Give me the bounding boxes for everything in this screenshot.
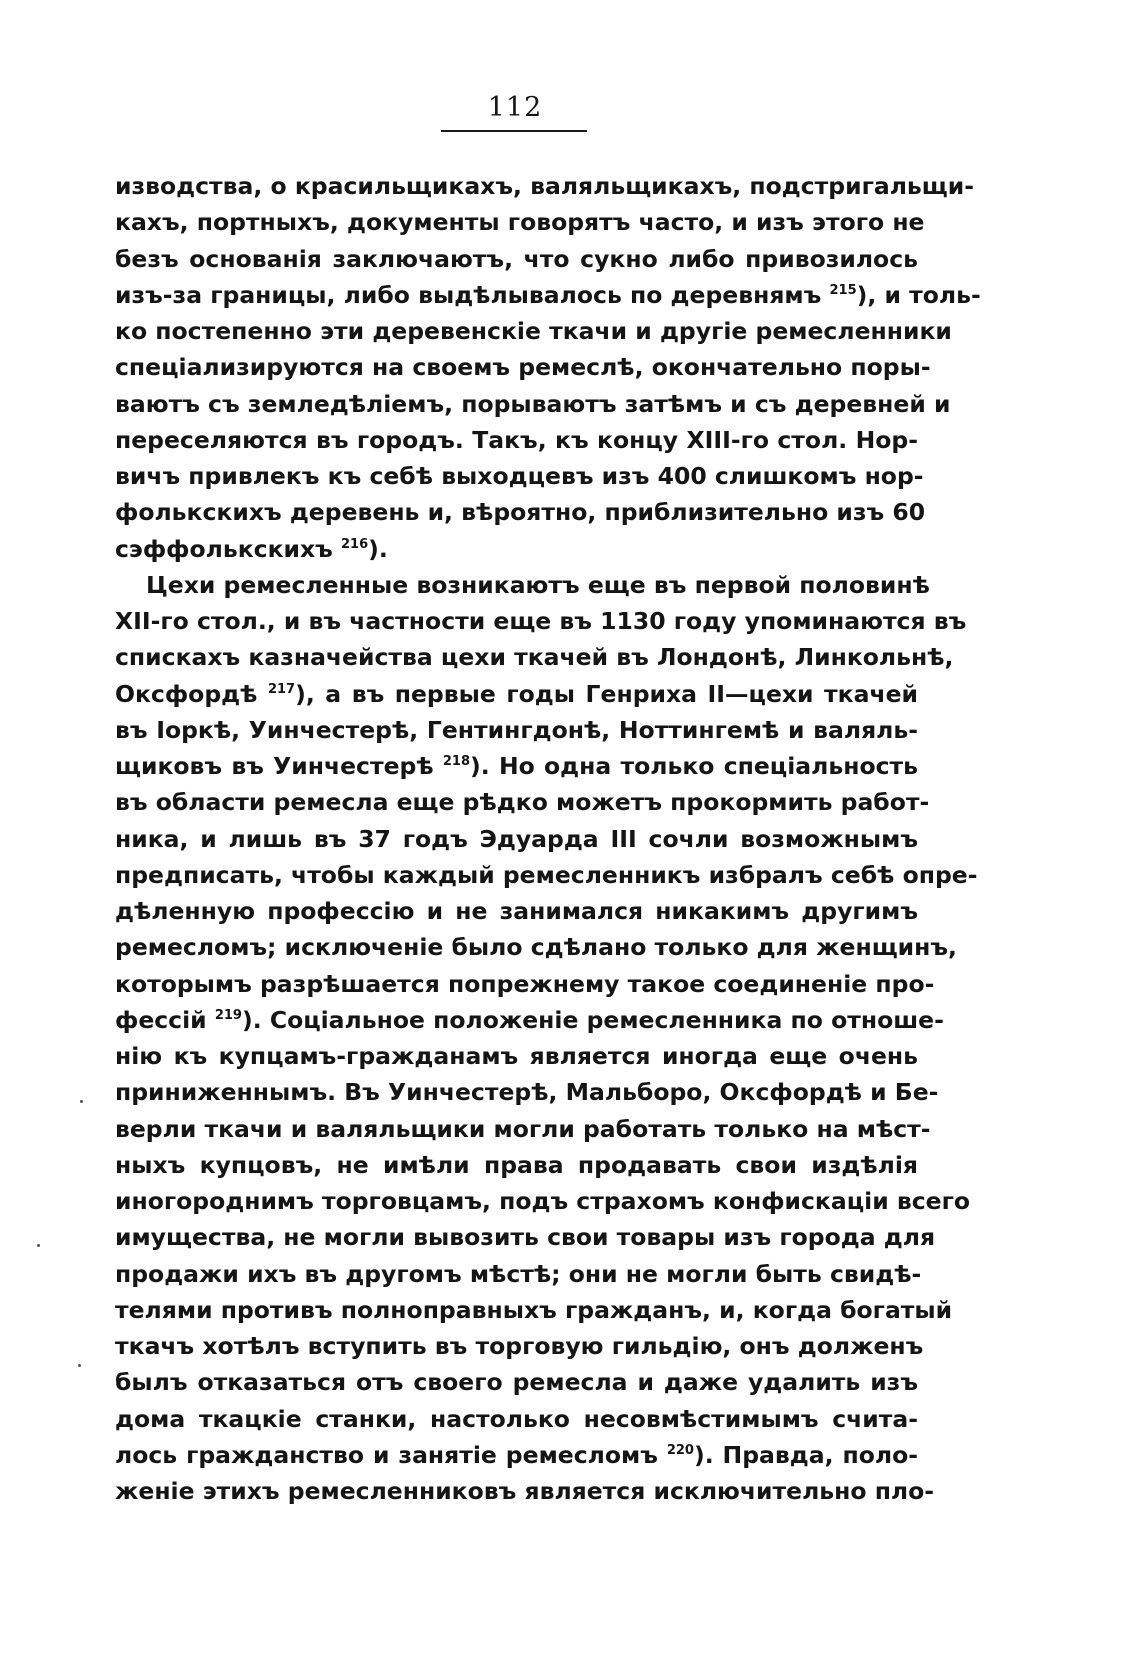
text-line: спеціализируются на своемъ ремеслѣ, окончательно поры- xyxy=(115,353,931,382)
text-line: изводства, о красильщикахъ, валяльщикахъ, подстригальщи- xyxy=(115,172,974,200)
text-line: сэффолькскихъ $^{216}$). xyxy=(115,534,388,563)
text-line: ныхъ купцовъ, не имѣли права продавать свои издѣлія xyxy=(115,1150,918,1179)
text-line: былъ отказаться отъ своего ремесла и даже удалить изъ xyxy=(115,1368,918,1397)
text-line: иногороднимъ торговцамъ, подъ страхомъ конфискаціи всего xyxy=(115,1187,971,1215)
footnote-ref: 215 xyxy=(829,282,857,298)
print-speck xyxy=(80,1100,83,1103)
print-speck xyxy=(37,1244,40,1247)
text-line: ваютъ съ земледѣліемъ, порываютъ затѣмъ и съ деревней и xyxy=(115,389,951,418)
text-line: женіе этихъ ремесленниковъ является исключительно пло- xyxy=(115,1477,935,1505)
paragraph-1 xyxy=(115,168,981,567)
text-line: ко постепенно эти деревенскіе ткачи и другіе ремесленники xyxy=(115,317,952,345)
text-line: фолькскихъ деревень и, вѣроятно, приблизительно изъ 60 xyxy=(115,498,926,527)
text-line: спискахъ казначейства цехи ткачей въ Лондонѣ, Линкольнѣ, xyxy=(115,643,954,672)
text-line: безъ основанія заключаютъ, что сукно либо привозилось xyxy=(115,244,918,273)
text-line: дѣленную профессію и не занимался никакимъ другимъ xyxy=(115,897,918,925)
text-line: нію къ купцамъ-гражданамъ является иногда еще очень xyxy=(115,1042,918,1070)
text-line: XII-го стол., и въ частности еще въ 1130 году упоминаются въ xyxy=(115,607,967,635)
text-line: Оксфордѣ $^{217}$), а въ первые годы Генриха II—цехи ткачей xyxy=(115,679,919,708)
text-line: въ области ремесла еще рѣдко можетъ прокормить работ- xyxy=(115,788,930,817)
header-rule xyxy=(441,130,587,132)
text-line: переселяются въ городъ. Такъ, къ концу XIII-го стол. Нор- xyxy=(115,425,918,454)
footnote-ref: 216 xyxy=(341,536,369,552)
footnote-ref: 220 xyxy=(666,1442,694,1458)
footnote-ref: 218 xyxy=(442,754,471,769)
text-line: предписать, чтобы каждый ремесленникъ избралъ себѣ опре- xyxy=(115,860,978,889)
text-line: дома ткацкіе станки, настолько несовмѣстимымъ счита- xyxy=(115,1404,918,1433)
page-number: 112 xyxy=(487,92,543,123)
text-line: которымъ разрѣшается попрежнему такое соединеніе про- xyxy=(115,969,935,998)
text-line: щиковъ въ Уинчестерѣ $^{218}$). Но одна только спеціальность xyxy=(115,752,919,780)
footnote-ref: 217 xyxy=(267,681,296,697)
text-line: вичъ привлекъ къ себѣ выходцевъ изъ 400 слишкомъ нор- xyxy=(115,462,924,490)
text-line: Цехи ремесленные возникаютъ еще въ первой половинѣ xyxy=(146,570,930,599)
print-speck xyxy=(78,1364,81,1367)
footnote-ref: 219 xyxy=(214,1007,242,1023)
text-line: продажи ихъ въ другомъ мѣстѣ; они не могли быть свидѣ- xyxy=(115,1259,922,1288)
text-line: лось гражданство и занятіе ремесломъ $^{220}$). Правда, поло- xyxy=(115,1440,918,1469)
text-line: ткачъ хотѣлъ вступить въ торговую гильдію, онъ долженъ xyxy=(115,1332,924,1360)
text-line: изъ-за границы, либо выдѣлывалось по деревнямъ $^{215}$), и толь- xyxy=(115,280,981,309)
text-line: верли ткачи и валяльщики могли работать только на мѣст- xyxy=(115,1114,931,1143)
text-line: ника, и лишь въ 37 годъ Эдуарда III сочли возможнымъ xyxy=(115,824,918,853)
text-line: ремесломъ; исключеніе было сдѣлано только для женщинъ, xyxy=(115,933,957,962)
text-line: кахъ, портныхъ, документы говорятъ часто, и изъ этого не xyxy=(115,208,925,237)
text-line: фессій $^{219}$). Соціальное положеніе ремесленника по отноше- xyxy=(115,1005,944,1034)
text-line: въ Іоркѣ, Уинчестерѣ, Гентингдонѣ, Ноттингемѣ и валяль- xyxy=(115,715,918,744)
body-text xyxy=(115,168,981,1509)
paragraph-2 xyxy=(115,567,978,1510)
text-line: приниженнымъ. Въ Уинчестерѣ, Мальборо, Оксфордѣ и Бе- xyxy=(115,1078,939,1107)
text-line: имущества, не могли вывозить свои товары изъ города для xyxy=(115,1223,936,1252)
text-line: телями противъ полноправныхъ гражданъ, и, когда богатый xyxy=(115,1295,953,1324)
